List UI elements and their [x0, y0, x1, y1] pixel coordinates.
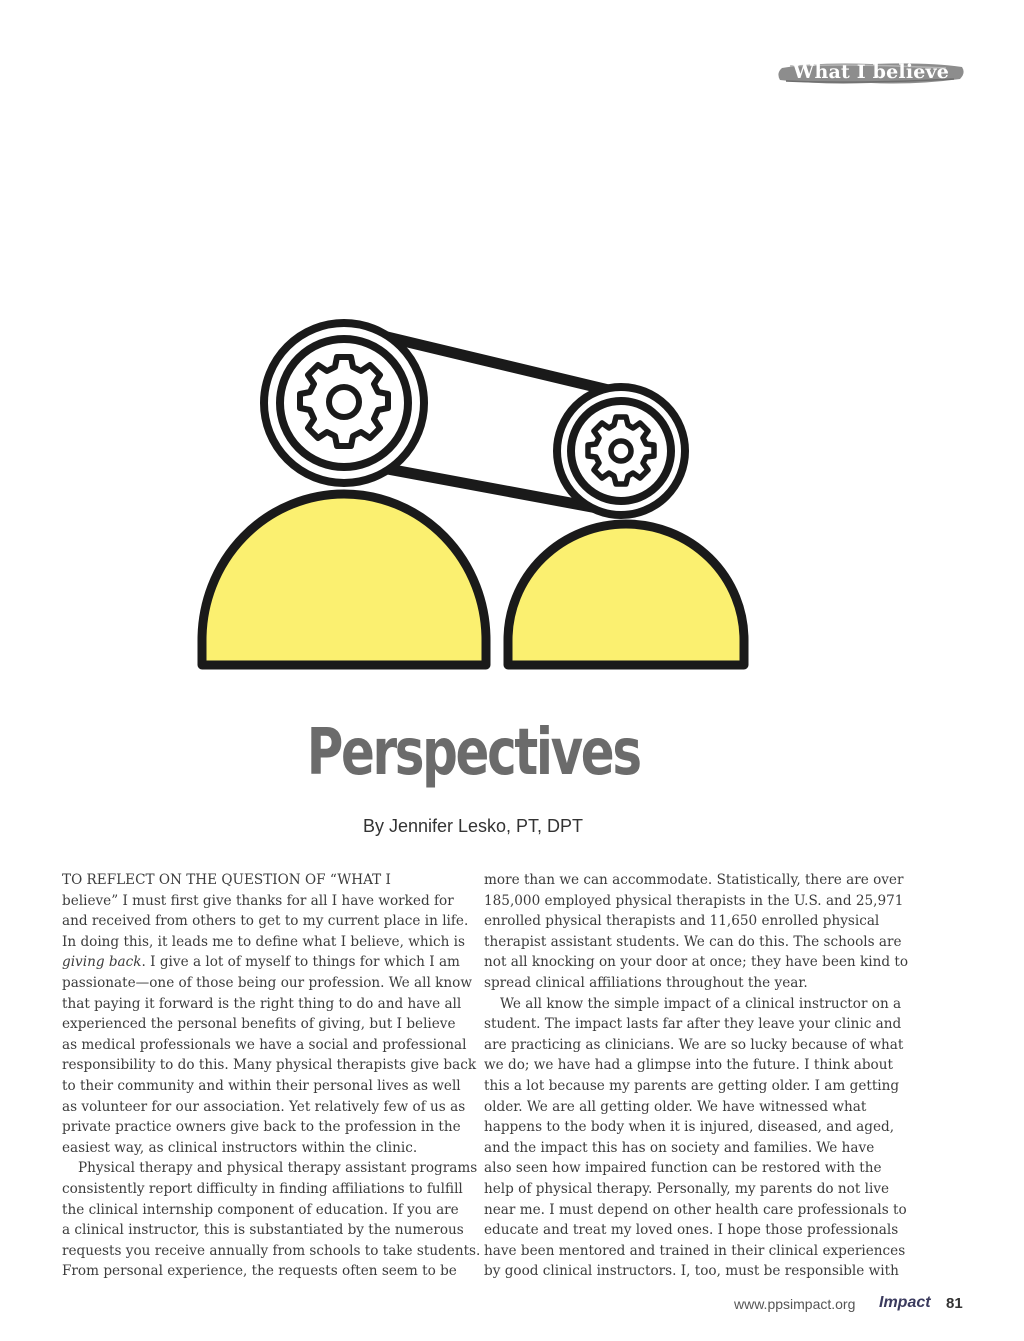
text-line: believe” I must first give thanks for all I have worked for [62, 892, 454, 909]
right-column [484, 870, 909, 1282]
text-line: 185,000 employed physical therapists in the U.S. and 25,971 [484, 892, 904, 909]
text-line: near me. I must depend on other health care professionals to [484, 1201, 907, 1218]
text-line: as volunteer for our association. Yet relatively few of us as [62, 1098, 466, 1115]
footer-brand-logo: Impact [879, 1294, 931, 1311]
text-line: student. The impact lasts far after they leave your clinic and [484, 1016, 902, 1033]
text-line: enrolled physical therapists and 11,650 enrolled physical [484, 913, 880, 930]
text-line: giving back. I give a lot of myself to things for which I am [62, 954, 460, 971]
text-line: private practice owners give back to the profession in the [62, 1119, 461, 1136]
page-number: 81 [946, 1295, 963, 1312]
text-line: In doing this, it leads me to define what I believe, which is [62, 933, 466, 950]
text-line: we do; we have had a glimpse into the future. I think about [484, 1057, 893, 1074]
text-line: requests you receive annually from schools to take students. [62, 1242, 481, 1259]
footer-website-link[interactable]: www.ppsimpact.org [734, 1296, 856, 1312]
text-line: more than we can accommodate. Statistically, there are over [484, 872, 904, 888]
text-line: not all knocking on your door at once; they have been kind to [484, 954, 909, 971]
text-line: experienced the personal benefits of giving, but I believe [62, 1016, 456, 1033]
text-line: happens to the body when it is injured, diseased, and aged, [484, 1119, 895, 1136]
text-line: spread clinical affiliations throughout the year. [484, 974, 808, 991]
right-person-body [508, 524, 744, 665]
text-line: TO REFLECT ON THE QUESTION OF “WHAT I [62, 872, 391, 888]
text-line: We all know the simple impact of a clinical instructor on a [500, 995, 902, 1012]
text-line: to their community and within their personal lives as well [62, 1077, 461, 1094]
text-line: easiest way, as clinical instructors within the clinic. [62, 1139, 418, 1156]
left-person-body [202, 494, 486, 665]
text-line: that paying it forward is the right thing to do and have all [62, 995, 462, 1012]
text-line: and received from others to get to my current place in life. [62, 913, 469, 930]
text-line: by good clinical instructors. I, too, must be responsible with [484, 1263, 899, 1280]
text-line: From personal experience, the requests often seem to be [62, 1263, 457, 1280]
text-line: the clinical internship component of education. If you are [62, 1201, 459, 1218]
text-line: also seen how impaired function can be restored with the [484, 1160, 882, 1177]
small-gear-wheel [557, 387, 685, 515]
text-line: help of physical therapy. Personally, my parents do not live [484, 1180, 890, 1197]
text-line: Physical therapy and physical therapy assistant programs [78, 1160, 478, 1177]
large-gear-wheel [264, 323, 424, 483]
text-line: as medical professionals we have a social and professional [62, 1036, 467, 1053]
byline: By Jennifer Lesko, PT, DPT [362, 816, 584, 836]
text-line: are practicing as clinicians. We are so lucky because of what [484, 1036, 904, 1053]
text-line: have been mentored and trained in their clinical experiences [484, 1242, 906, 1259]
emphasis-text: giving back [62, 954, 142, 971]
left-column [62, 870, 481, 1282]
section-tag-label: What I believe [792, 61, 950, 83]
text-line: older. We are all getting older. We have witnessed what [484, 1098, 867, 1115]
text-line: and the impact this has on society and families. We have [484, 1139, 875, 1156]
page-title: Perspectives [306, 716, 640, 790]
text-line: a clinical instructor, this is substantiated by the numerous [62, 1222, 464, 1239]
text-line: passionate—one of those being our profession. We all know [62, 974, 472, 991]
text-line: responsibility to do this. Many physical therapists give back [62, 1057, 477, 1074]
text-line: this a lot because my parents are getting older. I am getting [484, 1077, 900, 1094]
text-line: therapist assistant students. We can do this. The schools are [484, 933, 902, 950]
two-people-gears-belt-icon [190, 310, 760, 684]
text-line: consistently report difficulty in finding affiliations to fulfill [62, 1180, 463, 1197]
section-tag [776, 60, 966, 86]
text-line: educate and treat my loved ones. I hope those professionals [484, 1222, 899, 1239]
